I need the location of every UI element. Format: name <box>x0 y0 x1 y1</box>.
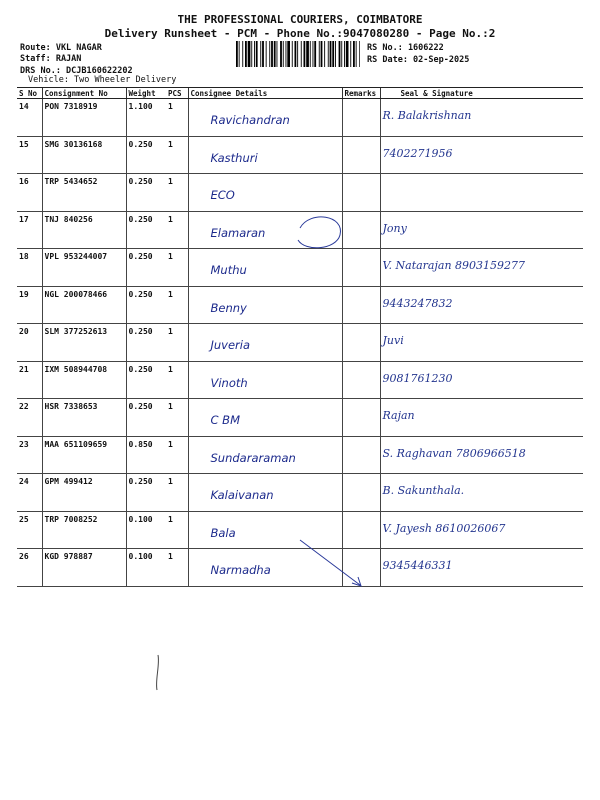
table-row <box>17 136 583 174</box>
barcode-bar <box>260 41 261 67</box>
row-sno: 23 <box>17 436 42 474</box>
ink-stray-mark <box>157 655 159 690</box>
row-signature: Juvi <box>380 324 583 362</box>
table-header-row <box>17 88 583 99</box>
barcode-image <box>236 41 360 67</box>
row-signature: 9443247832 <box>380 286 583 324</box>
row-consignment-no: NGL 200078466 <box>42 286 126 324</box>
barcode-bar <box>292 41 293 67</box>
barcode-bar <box>271 41 273 67</box>
table-row <box>17 436 583 474</box>
staff-label: Staff: RAJAN <box>20 54 82 64</box>
barcode-bar <box>339 41 341 67</box>
table-row <box>17 174 583 212</box>
row-consignment-no: PON 7318919 <box>42 99 126 137</box>
row-pcs: 1 <box>166 99 188 137</box>
row-signature: R. Balakrishnan <box>380 99 583 137</box>
row-consignee: Juveria <box>188 324 342 362</box>
row-consignment-no: IXM 508944708 <box>42 361 126 399</box>
row-pcs: 1 <box>166 436 188 474</box>
row-pcs: 1 <box>166 174 188 212</box>
barcode-bar <box>306 41 309 67</box>
row-consignment-no: KGD 978887 <box>42 549 126 587</box>
route-label: Route: VKL NAGAR <box>20 43 102 53</box>
row-consignee: Benny <box>188 286 342 324</box>
barcode-bar <box>335 41 336 67</box>
drs-number: DRS No.: DCJB160622202 <box>20 66 133 76</box>
barcode-bar <box>256 41 258 67</box>
company-title: THE PROFESSIONAL COURIERS, COIMBATORE <box>177 13 423 26</box>
barcode-bar <box>330 41 332 67</box>
col-pcs: PCS <box>166 88 188 99</box>
row-consignment-no: SLM 377252613 <box>42 324 126 362</box>
row-consignment-no: TRP 5434652 <box>42 174 126 212</box>
row-pcs: 1 <box>166 136 188 174</box>
row-weight: 0.250 <box>126 211 166 249</box>
barcode-bar <box>310 41 311 67</box>
row-consignee: Kalaivanan <box>188 474 342 512</box>
row-weight: 0.250 <box>126 361 166 399</box>
row-sno: 18 <box>17 249 42 287</box>
barcode-bar <box>353 41 355 67</box>
col-consignment: Consignment No <box>42 88 126 99</box>
row-remarks <box>342 474 380 512</box>
barcode-bar <box>304 41 306 67</box>
row-consignment-no: HSR 7338653 <box>42 399 126 437</box>
row-sno: 15 <box>17 136 42 174</box>
row-sno: 25 <box>17 511 42 549</box>
row-remarks <box>342 286 380 324</box>
barcode-bar <box>324 41 325 67</box>
row-pcs: 1 <box>166 511 188 549</box>
row-sno: 17 <box>17 211 42 249</box>
table-row <box>17 361 583 399</box>
barcode-bar <box>313 41 314 67</box>
row-sno: 22 <box>17 399 42 437</box>
barcode-bar <box>297 41 298 67</box>
row-weight: 0.250 <box>126 324 166 362</box>
row-consignment-no: SMG 30136168 <box>42 136 126 174</box>
row-sno: 24 <box>17 474 42 512</box>
table-row <box>17 324 583 362</box>
row-signature: B. Sakunthala. <box>380 474 583 512</box>
row-weight: 0.100 <box>126 511 166 549</box>
barcode-bar <box>295 41 297 67</box>
barcode-bar <box>277 41 278 67</box>
row-consignee: ECO <box>188 174 342 212</box>
row-signature: Rajan <box>380 399 583 437</box>
barcode-bar <box>262 41 264 67</box>
row-signature: Jony <box>380 211 583 249</box>
row-consignment-no: TRP 7008252 <box>42 511 126 549</box>
row-remarks <box>342 511 380 549</box>
row-sno: 21 <box>17 361 42 399</box>
vehicle-label: Vehicle: Two Wheeler Delivery <box>28 75 177 85</box>
row-pcs: 1 <box>166 361 188 399</box>
row-remarks <box>342 549 380 587</box>
barcode-bar <box>319 41 320 67</box>
row-consignee: Kasthuri <box>188 136 342 174</box>
row-pcs: 1 <box>166 474 188 512</box>
barcode-bar <box>356 41 357 67</box>
barcode-bar <box>239 41 240 67</box>
row-remarks <box>342 436 380 474</box>
row-consignee: Vinoth <box>188 361 342 399</box>
row-signature: S. Raghavan 7806966518 <box>380 436 583 474</box>
row-signature <box>380 174 583 212</box>
barcode-bar <box>266 41 267 67</box>
row-consignee: Elamaran <box>188 211 342 249</box>
col-consignee: Consignee Details <box>188 88 342 99</box>
barcode-bar <box>287 41 290 67</box>
row-remarks <box>342 324 380 362</box>
runsheet-table <box>17 87 583 587</box>
col-remarks: Remarks <box>342 88 380 99</box>
barcode-bar <box>242 41 243 67</box>
runsheet-subtitle: Delivery Runsheet - PCM - Phone No.:9047080280 - Page No.:2 <box>104 27 496 40</box>
row-pcs: 1 <box>166 286 188 324</box>
barcode-bar <box>359 41 360 67</box>
barcode-bar <box>274 41 276 67</box>
row-sno: 20 <box>17 324 42 362</box>
barcode-bar <box>280 41 282 67</box>
row-pcs: 1 <box>166 211 188 249</box>
row-consignment-no: MAA 651109659 <box>42 436 126 474</box>
row-consignee: Muthu <box>188 249 342 287</box>
row-signature: V. Natarajan 8903159277 <box>380 249 583 287</box>
barcode-bar <box>344 41 345 67</box>
row-consignee: C BM <box>188 399 342 437</box>
table-row <box>17 399 583 437</box>
row-weight: 0.250 <box>126 286 166 324</box>
row-weight: 0.100 <box>126 549 166 587</box>
row-weight: 1.100 <box>126 99 166 137</box>
barcode-bar <box>341 41 342 67</box>
barcode-bar <box>286 41 287 67</box>
row-consignment-no: GPM 499412 <box>42 474 126 512</box>
col-weight: Weight <box>126 88 166 99</box>
row-sno: 14 <box>17 99 42 137</box>
row-consignee: Narmadha <box>188 549 342 587</box>
row-remarks <box>342 361 380 399</box>
barcode-bar <box>301 41 302 67</box>
barcode-bar <box>251 41 252 67</box>
row-sno: 19 <box>17 286 42 324</box>
row-consignee: Sundararaman <box>188 436 342 474</box>
table-row <box>17 249 583 287</box>
row-weight: 0.250 <box>126 474 166 512</box>
col-signature: Seal & Signature <box>380 88 583 99</box>
barcode-bar <box>254 41 255 67</box>
row-remarks <box>342 399 380 437</box>
row-remarks <box>342 136 380 174</box>
barcode-bar <box>283 41 284 67</box>
table-row <box>17 211 583 249</box>
barcode-bar <box>346 41 349 67</box>
col-sno: S No <box>17 88 42 99</box>
row-sno: 16 <box>17 174 42 212</box>
row-pcs: 1 <box>166 399 188 437</box>
table-row <box>17 286 583 324</box>
row-consignee: Ravichandran <box>188 99 342 137</box>
row-weight: 0.250 <box>126 174 166 212</box>
row-weight: 0.250 <box>126 399 166 437</box>
barcode-bar <box>269 41 270 67</box>
barcode-bar <box>236 41 238 67</box>
row-weight: 0.250 <box>126 136 166 174</box>
table-row <box>17 474 583 512</box>
rs-date: RS Date: 02-Sep-2025 <box>367 55 470 65</box>
barcode-bar <box>245 41 247 67</box>
barcode-bar <box>328 41 329 67</box>
barcode-bar <box>248 41 251 67</box>
rs-number: RS No.: 1606222 <box>367 43 444 53</box>
row-consignment-no: VPL 953244007 <box>42 249 126 287</box>
row-pcs: 1 <box>166 249 188 287</box>
row-remarks <box>342 249 380 287</box>
row-pcs: 1 <box>166 324 188 362</box>
barcode-bar <box>332 41 334 67</box>
row-signature: 7402271956 <box>380 136 583 174</box>
barcode-bar <box>314 41 316 67</box>
table-row <box>17 511 583 549</box>
row-signature: 9345446331 <box>380 549 583 587</box>
row-weight: 0.250 <box>126 249 166 287</box>
row-sno: 26 <box>17 549 42 587</box>
row-remarks <box>342 211 380 249</box>
row-signature: V. Jayesh 8610026067 <box>380 511 583 549</box>
row-signature: 9081761230 <box>380 361 583 399</box>
row-remarks <box>342 174 380 212</box>
table-row <box>17 99 583 137</box>
barcode-bar <box>350 41 351 67</box>
row-remarks <box>342 99 380 137</box>
row-consignee: Bala <box>188 511 342 549</box>
barcode-bar <box>321 41 323 67</box>
row-weight: 0.850 <box>126 436 166 474</box>
row-consignment-no: TNJ 840256 <box>42 211 126 249</box>
table-row <box>17 549 583 587</box>
row-pcs: 1 <box>166 549 188 587</box>
